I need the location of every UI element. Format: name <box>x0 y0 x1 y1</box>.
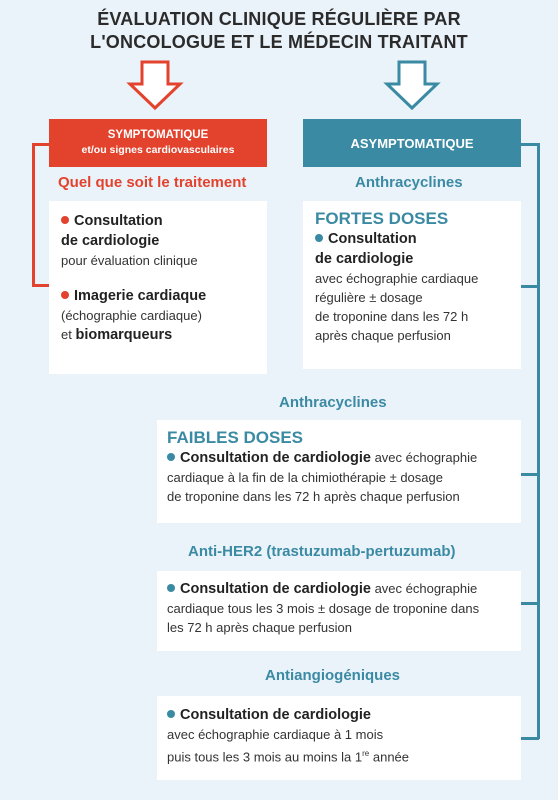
right-connector-box2 <box>520 473 539 476</box>
item1-text: pour évaluation clinique <box>61 253 198 268</box>
bullet-icon <box>61 216 69 224</box>
down-arrow-red <box>130 62 180 108</box>
item2-bold: Imagerie cardiaque <box>74 288 207 304</box>
right-connector-box4 <box>520 737 539 740</box>
right-connector-box3 <box>520 602 539 605</box>
symptomatic-header <box>49 119 267 167</box>
bullet-icon <box>167 710 175 718</box>
left-connector-vertical <box>32 143 35 287</box>
symptomatic-header-sub: et/ou signes cardiovasculaires <box>81 144 235 156</box>
right-connector-top <box>520 143 539 146</box>
box1-line4: après chaque perfusion <box>315 328 451 343</box>
asymptomatic-header <box>303 119 521 167</box>
title-line-2: L'ONCOLOGUE ET LE MÉDECIN TRAITANT <box>90 32 468 52</box>
box-antiangiogeniques <box>157 696 521 780</box>
box4-sup: re <box>362 749 370 758</box>
left-connector-bottom <box>32 284 50 287</box>
box4-bold: Consultation de cardiologie <box>180 707 371 723</box>
right-connector-box1 <box>520 285 539 288</box>
box1-bold-b: de cardiologie <box>315 251 414 267</box>
item1-bold-b: de cardiologie <box>61 233 160 249</box>
dose-label: FORTES DOSES <box>315 209 449 228</box>
box-anti-her2 <box>157 571 521 651</box>
section4-label: Antiangiogéniques <box>265 667 400 684</box>
asymptomatic-header-title: ASYMPTOMATIQUE <box>350 135 474 151</box>
symptomatic-box <box>49 201 267 374</box>
bullet-icon <box>315 234 323 242</box>
symptomatic-header-title: SYMPTOMATIQUE <box>107 129 209 141</box>
dose-label: FAIBLES DOSES <box>167 428 304 447</box>
box1-line3: de troponine dans les 72 h <box>315 309 469 324</box>
box1-line1: avec échographie cardiaque <box>315 271 479 286</box>
box3-line1: avec échographie <box>374 581 478 596</box>
bullet-icon <box>61 291 69 299</box>
section2-label: Anthracyclines <box>279 394 387 411</box>
item2-bold2: biomarqueurs <box>75 327 173 343</box>
box2-line3: de troponine dans les 72 h après chaque perfusion <box>167 489 460 504</box>
box4-line1: avec échographie cardiaque à 1 mois <box>167 727 384 742</box>
box3-bold: Consultation de cardiologie <box>180 581 371 597</box>
title-line-1: ÉVALUATION CLINIQUE RÉGULIÈRE PAR <box>97 9 461 29</box>
section3-label: Anti-HER2 (trastuzumab-pertuzumab) <box>188 543 456 560</box>
box2-line1: avec échographie <box>374 450 478 465</box>
item2-text: (échographie cardiaque) <box>61 308 202 323</box>
box2-bold: Consultation de cardiologie <box>180 450 371 466</box>
box-fortes-doses <box>303 201 521 369</box>
right-connector-vertical <box>537 143 540 739</box>
item1-bold-a: Consultation <box>74 213 163 229</box>
box3-line2: cardiaque tous les 3 mois ± dosage de troponine dans <box>167 601 480 616</box>
down-arrow-teal <box>387 62 437 108</box>
box4-line2-end: année <box>372 749 410 765</box>
section1-label: Anthracyclines <box>355 174 463 191</box>
box4-line2: puis tous les 3 mois au moins la 1 <box>167 749 363 765</box>
bullet-icon <box>167 453 175 461</box>
left-subtitle: Quel que soit le traitement <box>58 174 247 191</box>
item-imagerie <box>61 286 255 345</box>
item2-text2: et <box>61 327 72 342</box>
box2-line2: cardiaque à la fin de la chimiothérapie ± dosage <box>167 470 443 485</box>
box1-line2: régulière ± dosage <box>315 290 423 305</box>
box-faibles-doses <box>157 420 521 523</box>
box3-line3: les 72 h après chaque perfusion <box>167 620 353 635</box>
item-consultation <box>61 211 255 270</box>
box1-bold-a: Consultation <box>328 231 417 247</box>
bullet-icon <box>167 584 175 592</box>
left-connector-top <box>32 143 50 146</box>
